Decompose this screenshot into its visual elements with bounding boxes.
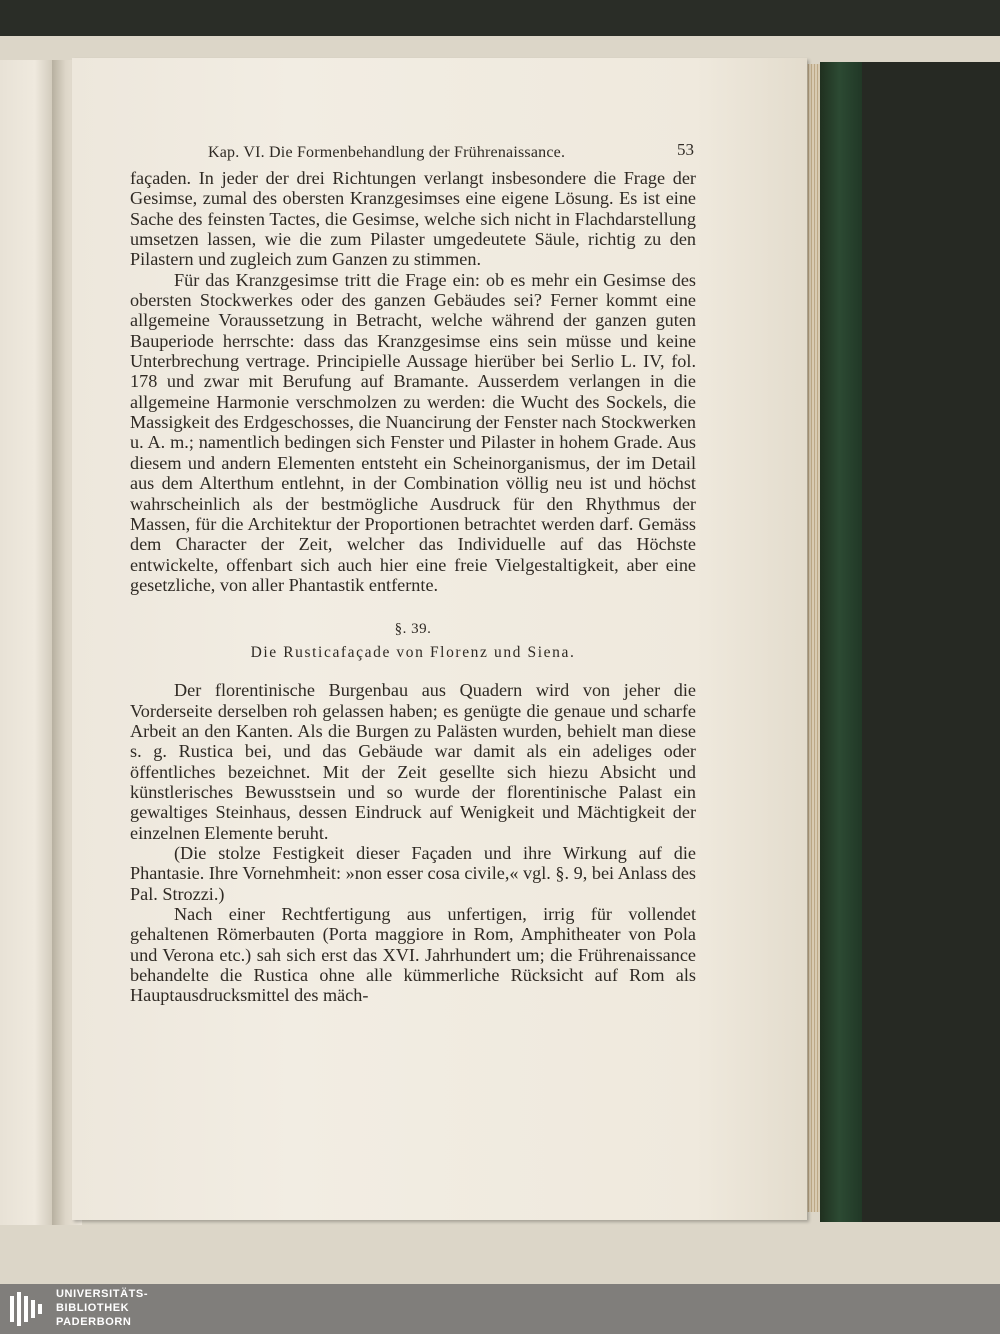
page-number: 53 <box>677 140 694 159</box>
paragraph: Der florentinische Burgenbau aus Quadern wird von jeher die Vorderseite derselben roh gelassen haben; es genügte die genaue und scharfe Arbeit an den Kanten. Als die Burgen zu Palästen wurden, behielt man diese s. g. Rustica bei, und das Gebäude war damit als ein adeliges oder öffentliches bezeichnet. Mit der Zeit gesellte sich hiezu Absicht und künstlerisches Bewusstsein und so wurde der florentinische Palast ein gewaltiges Steinhaus, dessen Eindruck auf Wenigkeit und Mächtigkeit der einzelnen Elemente beruht. <box>130 680 696 843</box>
running-head <box>130 140 696 168</box>
logo-line: PADERBORN <box>56 1316 132 1328</box>
logo-line: BIBLIOTHEK <box>56 1302 130 1314</box>
library-logo-text <box>56 1287 148 1329</box>
background-shadow <box>862 62 1000 1222</box>
library-footer-bar <box>0 1284 1000 1334</box>
running-head-title: Kap. VI. Die Formenbehandlung der Frührenaissance. <box>208 144 566 161</box>
book-cover-spine <box>820 62 868 1222</box>
section-number: §. 39. <box>394 621 432 638</box>
paragraph: Nach einer Rechtfertigung aus unfertigen, irrig für vollendet gehaltenen Römerbauten (Porta maggiore in Rom, Amphitheater von Pola und Verona etc.) sah sich erst das XVI. Jahrhundert um; die Frührenaissance behandelte die Rustica ohne alle kümmerliche Rücksicht auf Rom als Hauptausdrucksmittel des mäch- <box>130 904 696 1006</box>
left-page-edge <box>0 60 58 1225</box>
paragraph: (Die stolze Festigkeit dieser Façaden und ihre Wirkung auf die Phantasie. Ihre Vornehmheit: »non esser cosa civile,« vgl. §. 9, bei Anlass des Pal. Strozzi.) <box>130 842 696 904</box>
paragraph: façaden. In jeder der drei Richtungen verlangt insbesondere die Frage der Gesimse, zumal des obersten Kranzgesimses eine eigene Lösung. Es ist eine Sache des feinsten Tactes, die Gesimse, welche sich nicht in Flachdarstellung umsetzen lassen, wie die zum Pilaster umgedeutete Säule, richtig zu den Pilastern und zugleich zum Ganzen zu stimmen. <box>130 168 696 270</box>
logo-line: UNIVERSITÄTS- <box>56 1288 149 1300</box>
paragraph: Für das Kranzgesimse tritt die Frage ein: ob es mehr ein Gesimse des obersten Stockwerkes oder des ganzen Gebäudes sei? Ferner kommt eine allgemeine Voraussetzung in Betracht, welche während der ganzen guten Bauperiode herrschte: dass das Kranzgesimse eins sein müsse und keine Unterbrechung vertrage. Principielle Aussage hierüber bei Serlio L. IV, fol. 178 und zwar mit Berufung auf Bramante. Ausserdem verlangen in die allgemeine Harmonie verschmolzen zu werden: die Wucht des Sockels, die Massigkeit des Erdgeschosses, die Nuancirung der Fenster nach Stockwerken u. A. m.; namentlich bedingen sich Fenster und Pilaster in hohem Grade. Aus diesem und andern Elementen entsteht ein Scheinorganismus, der im Detail aus dem Alterthum entlehnt, in der Combination völlig neu ist und höchst wahrscheinlich als der bestmögliche Ausdruck für den Rhythmus der Massen, für die Architektur der Proportionen betrachtet werden darf. Gemäss dem Character der Zeit, welcher das Individuelle auf das Höchste entwickelte, offenbart sich auch hier eine freie Vielgestaltigkeit, aber eine gesetzliche, von aller Phantastik entfernte. <box>130 269 696 595</box>
section-title: Die Rusticafaçade von Florenz und Siena. <box>250 644 576 662</box>
library-logo-icon <box>8 1290 46 1328</box>
page-text-block <box>130 140 696 1006</box>
